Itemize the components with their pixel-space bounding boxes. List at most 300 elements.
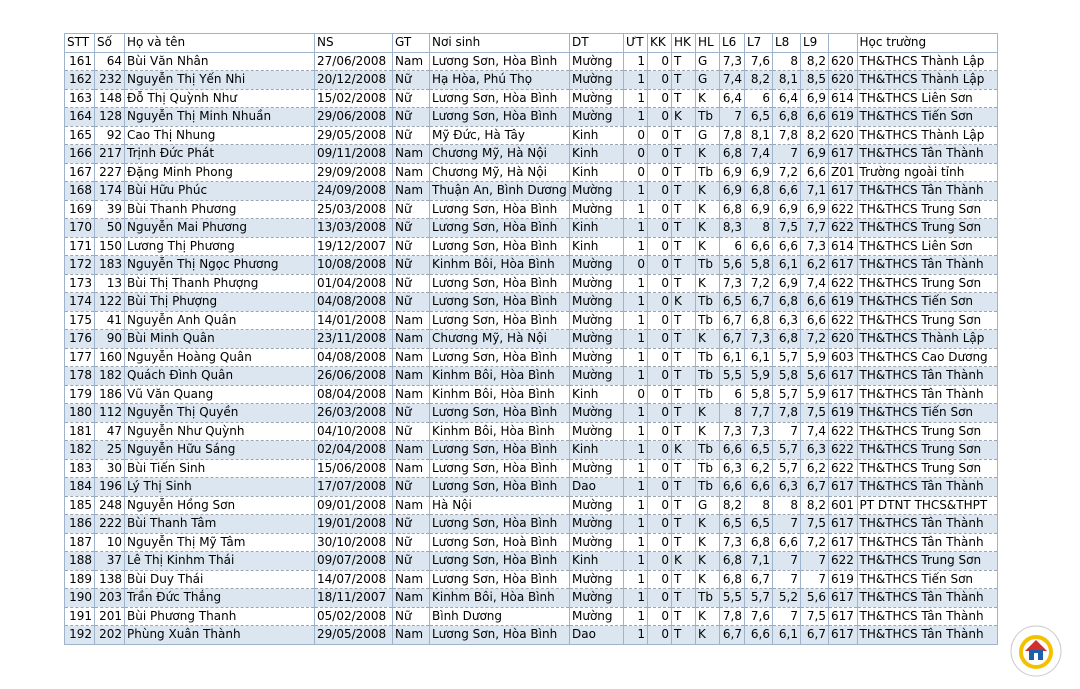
cell-birthplace: Lương Sơn, Hòa Bình — [430, 552, 570, 571]
table-row — [65, 145, 998, 164]
cell-code: 622 — [829, 422, 858, 441]
cell-name: Bùi Duy Thái — [125, 570, 315, 589]
cell-ut: 0 — [624, 145, 648, 164]
cell-stt: 172 — [65, 256, 95, 275]
cell-school: TH&THCS Liên Sơn — [857, 237, 997, 256]
cell-ut: 1 — [624, 533, 648, 552]
cell-so: 30 — [95, 459, 125, 478]
cell-l6: 5,5 — [720, 589, 745, 608]
cell-stt: 161 — [65, 52, 95, 71]
cell-l9: 5,6 — [801, 367, 829, 386]
cell-code: 617 — [829, 182, 858, 201]
cell-kk: 0 — [648, 515, 672, 534]
cell-stt: 163 — [65, 89, 95, 108]
cell-stt: 174 — [65, 293, 95, 312]
cell-school: TH&THCS Trung Sơn — [857, 200, 997, 219]
cell-stt: 186 — [65, 515, 95, 534]
cell-ns: 04/08/2008 — [315, 348, 393, 367]
cell-l7: 6,2 — [745, 459, 773, 478]
cell-l6: 6,5 — [720, 293, 745, 312]
cell-school: TH&THCS Liên Sơn — [857, 89, 997, 108]
cell-code: 620 — [829, 330, 858, 349]
cell-l7: 6,8 — [745, 182, 773, 201]
cell-gt: Nam — [393, 367, 430, 386]
cell-hk: T — [672, 52, 696, 71]
cell-ns: 14/07/2008 — [315, 570, 393, 589]
cell-school: TH&THCS Tân Thành — [857, 367, 997, 386]
cell-school: TH&THCS Thành Lập — [857, 71, 997, 90]
cell-ns: 15/02/2008 — [315, 89, 393, 108]
cell-code: 622 — [829, 200, 858, 219]
cell-ns: 29/05/2008 — [315, 626, 393, 645]
cell-ns: 29/05/2008 — [315, 126, 393, 145]
cell-birthplace: Chương Mỹ, Hà Nội — [430, 330, 570, 349]
cell-l9: 6,6 — [801, 311, 829, 330]
cell-l6: 7,3 — [720, 52, 745, 71]
cell-l6: 6,8 — [720, 570, 745, 589]
cell-name: Trần Đức Thắng — [125, 589, 315, 608]
cell-name: Vũ Văn Quang — [125, 385, 315, 404]
cell-kk: 0 — [648, 441, 672, 460]
cell-stt: 183 — [65, 459, 95, 478]
cell-kk: 0 — [648, 145, 672, 164]
cell-hl: G — [696, 52, 720, 71]
cell-so: 128 — [95, 108, 125, 127]
cell-birthplace: Mỹ Đức, Hà Tây — [430, 126, 570, 145]
cell-ns: 29/09/2008 — [315, 163, 393, 182]
cell-l7: 8 — [745, 496, 773, 515]
cell-school: TH&THCS Tân Thành — [857, 145, 997, 164]
cell-birthplace: Lương Sơn, Hòa Bình — [430, 570, 570, 589]
cell-ut: 1 — [624, 71, 648, 90]
cell-ns: 25/03/2008 — [315, 200, 393, 219]
cell-hk: T — [672, 459, 696, 478]
cell-l7: 7,3 — [745, 422, 773, 441]
cell-kk: 0 — [648, 219, 672, 238]
cell-l7: 6,9 — [745, 200, 773, 219]
table-row — [65, 182, 998, 201]
cell-gt: Nữ — [393, 404, 430, 423]
table-row — [65, 71, 998, 90]
cell-school: TH&THCS Trung Sơn — [857, 459, 997, 478]
cell-birthplace: Lương Sơn, Hòa Bình — [430, 52, 570, 71]
cell-ut: 1 — [624, 441, 648, 460]
cell-hl: K — [696, 200, 720, 219]
cell-birthplace: Lương Sơn, Hòa Bình — [430, 478, 570, 497]
cell-l6: 7 — [720, 108, 745, 127]
cell-hk: T — [672, 274, 696, 293]
cell-dt: Kinh — [570, 163, 624, 182]
column-header-hk: HK — [672, 34, 696, 53]
cell-birthplace: Lương Sơn, Hoà Bình — [430, 533, 570, 552]
cell-ut: 1 — [624, 348, 648, 367]
cell-so: 37 — [95, 552, 125, 571]
cell-hl: Tb — [696, 311, 720, 330]
cell-birthplace: Lương Sơn, Hòa Bình — [430, 348, 570, 367]
cell-l9: 6,9 — [801, 89, 829, 108]
table-row — [65, 404, 998, 423]
cell-school: TH&THCS Trung Sơn — [857, 274, 997, 293]
column-header-code — [829, 34, 858, 53]
cell-dt: Mường — [570, 459, 624, 478]
cell-name: Nguyễn Thị Minh Nhuần — [125, 108, 315, 127]
cell-ut: 1 — [624, 311, 648, 330]
cell-l9: 7,4 — [801, 274, 829, 293]
cell-ut: 1 — [624, 626, 648, 645]
cell-dt: Kinh — [570, 145, 624, 164]
cell-code: 620 — [829, 126, 858, 145]
cell-school: TH&THCS Thành Lập — [857, 52, 997, 71]
cell-hk: T — [672, 219, 696, 238]
cell-l6: 7,3 — [720, 274, 745, 293]
cell-l7: 6,6 — [745, 237, 773, 256]
cell-gt: Nam — [393, 441, 430, 460]
cell-kk: 0 — [648, 274, 672, 293]
cell-stt: 178 — [65, 367, 95, 386]
cell-school: TH&THCS Trung Sơn — [857, 219, 997, 238]
table-row — [65, 274, 998, 293]
table-row — [65, 126, 998, 145]
cell-l6: 6,4 — [720, 89, 745, 108]
cell-ut: 0 — [624, 126, 648, 145]
table-row — [65, 441, 998, 460]
cell-gt: Nữ — [393, 71, 430, 90]
table-row — [65, 237, 998, 256]
cell-dt: Mường — [570, 348, 624, 367]
cell-l9: 6,2 — [801, 459, 829, 478]
cell-l6: 5,6 — [720, 256, 745, 275]
column-header-l8: L8 — [773, 34, 801, 53]
cell-code: 619 — [829, 570, 858, 589]
cell-hl: K — [696, 182, 720, 201]
cell-so: 202 — [95, 626, 125, 645]
cell-l8: 6,3 — [773, 311, 801, 330]
cell-school: TH&THCS Tân Thành — [857, 385, 997, 404]
cell-school: TH&THCS Tiến Sơn — [857, 570, 997, 589]
student-roster-table — [64, 33, 998, 645]
cell-ns: 19/12/2007 — [315, 237, 393, 256]
cell-name: Nguyễn Thị Quyền — [125, 404, 315, 423]
cell-dt: Mường — [570, 607, 624, 626]
cell-l6: 6,3 — [720, 459, 745, 478]
cell-hl: K — [696, 89, 720, 108]
cell-dt: Mường — [570, 89, 624, 108]
cell-birthplace: Lương Sơn, Hòa Bình — [430, 89, 570, 108]
cell-l9: 5,6 — [801, 589, 829, 608]
cell-gt: Nam — [393, 145, 430, 164]
cell-stt: 188 — [65, 552, 95, 571]
cell-l6: 6,6 — [720, 478, 745, 497]
table-row — [65, 496, 998, 515]
cell-l8: 6,8 — [773, 330, 801, 349]
table-row — [65, 200, 998, 219]
cell-l9: 6,2 — [801, 256, 829, 275]
cell-kk: 0 — [648, 293, 672, 312]
cell-l6: 6,7 — [720, 626, 745, 645]
cell-l9: 7,2 — [801, 533, 829, 552]
cell-stt: 164 — [65, 108, 95, 127]
cell-l8: 6,9 — [773, 200, 801, 219]
cell-hl: Tb — [696, 256, 720, 275]
cell-code: 617 — [829, 385, 858, 404]
cell-kk: 0 — [648, 552, 672, 571]
cell-ut: 1 — [624, 404, 648, 423]
cell-name: Lương Thị Phương — [125, 237, 315, 256]
cell-school: TH&THCS Cao Dương — [857, 348, 997, 367]
cell-hk: T — [672, 237, 696, 256]
cell-kk: 0 — [648, 367, 672, 386]
cell-hk: K — [672, 108, 696, 127]
cell-name: Nguyễn Thị Ngọc Phương — [125, 256, 315, 275]
cell-code: 617 — [829, 256, 858, 275]
cell-name: Nguyễn Hồng Sơn — [125, 496, 315, 515]
cell-l8: 6,4 — [773, 89, 801, 108]
cell-code: 617 — [829, 145, 858, 164]
cell-ut: 1 — [624, 274, 648, 293]
cell-school: TH&THCS Tân Thành — [857, 256, 997, 275]
cell-l7: 8 — [745, 219, 773, 238]
cell-gt: Nam — [393, 496, 430, 515]
cell-l7: 7,7 — [745, 404, 773, 423]
cell-gt: Nam — [393, 626, 430, 645]
cell-dt: Kinh — [570, 552, 624, 571]
cell-code: 617 — [829, 478, 858, 497]
cell-hk: T — [672, 422, 696, 441]
cell-gt: Nữ — [393, 422, 430, 441]
cell-so: 174 — [95, 182, 125, 201]
cell-hk: T — [672, 385, 696, 404]
cell-l6: 6,8 — [720, 145, 745, 164]
cell-stt: 162 — [65, 71, 95, 90]
cell-dt: Kinh — [570, 385, 624, 404]
cell-kk: 0 — [648, 459, 672, 478]
cell-dt: Mường — [570, 515, 624, 534]
cell-name: Bùi Tiến Sinh — [125, 459, 315, 478]
cell-hl: Tb — [696, 589, 720, 608]
cell-ut: 1 — [624, 52, 648, 71]
cell-gt: Nam — [393, 52, 430, 71]
cell-code: 614 — [829, 237, 858, 256]
column-header-ut: ƯT — [624, 34, 648, 53]
cell-kk: 0 — [648, 570, 672, 589]
table-row — [65, 348, 998, 367]
cell-code: 622 — [829, 552, 858, 571]
cell-ns: 02/04/2008 — [315, 441, 393, 460]
cell-l9: 7,5 — [801, 515, 829, 534]
cell-birthplace: Lương Sơn, Hòa Bình — [430, 626, 570, 645]
cell-l7: 7,3 — [745, 330, 773, 349]
cell-birthplace: Kinhm Bôi, Hòa Bình — [430, 367, 570, 386]
cell-school: TH&THCS Tiến Sơn — [857, 293, 997, 312]
table-row — [65, 293, 998, 312]
cell-ns: 20/12/2008 — [315, 71, 393, 90]
cell-l9: 7,1 — [801, 182, 829, 201]
cell-kk: 0 — [648, 496, 672, 515]
cell-stt: 190 — [65, 589, 95, 608]
cell-ns: 09/01/2008 — [315, 496, 393, 515]
cell-gt: Nữ — [393, 108, 430, 127]
cell-l8: 6,8 — [773, 108, 801, 127]
cell-ns: 17/07/2008 — [315, 478, 393, 497]
cell-kk: 0 — [648, 200, 672, 219]
cell-l6: 5,5 — [720, 367, 745, 386]
cell-kk: 0 — [648, 330, 672, 349]
cell-so: 150 — [95, 237, 125, 256]
cell-stt: 192 — [65, 626, 95, 645]
cell-l8: 7 — [773, 552, 801, 571]
cell-l9: 7,4 — [801, 422, 829, 441]
cell-l7: 6,5 — [745, 108, 773, 127]
column-header-gt: GT — [393, 34, 430, 53]
cell-name: Nguyễn Mai Phương — [125, 219, 315, 238]
cell-l9: 8,2 — [801, 52, 829, 71]
cell-dt: Mường — [570, 71, 624, 90]
cell-dt: Dao — [570, 626, 624, 645]
cell-l7: 6,8 — [745, 311, 773, 330]
cell-gt: Nam — [393, 459, 430, 478]
cell-kk: 0 — [648, 256, 672, 275]
cell-hk: T — [672, 330, 696, 349]
table-row — [65, 459, 998, 478]
cell-kk: 0 — [648, 71, 672, 90]
cell-code: 620 — [829, 71, 858, 90]
cell-ut: 1 — [624, 89, 648, 108]
cell-code: 617 — [829, 626, 858, 645]
cell-gt: Nam — [393, 570, 430, 589]
school-emblem-logo — [1010, 625, 1062, 677]
table-body — [65, 52, 998, 644]
cell-l6: 6,9 — [720, 182, 745, 201]
cell-code: 622 — [829, 311, 858, 330]
cell-code: 622 — [829, 219, 858, 238]
cell-l7: 6,5 — [745, 441, 773, 460]
cell-birthplace: Lương Sơn, Hòa Bình — [430, 311, 570, 330]
cell-birthplace: Lương Sơn, Hòa Bình — [430, 293, 570, 312]
cell-l7: 6,8 — [745, 533, 773, 552]
cell-so: 25 — [95, 441, 125, 460]
cell-birthplace: Lương Sơn, Hòa Bình — [430, 404, 570, 423]
cell-hk: T — [672, 515, 696, 534]
table-row — [65, 163, 998, 182]
cell-name: Bùi Hữu Phúc — [125, 182, 315, 201]
cell-hk: T — [672, 311, 696, 330]
cell-name: Bùi Văn Nhân — [125, 52, 315, 71]
cell-dt: Mường — [570, 274, 624, 293]
cell-school: TH&THCS Tiến Sơn — [857, 404, 997, 423]
cell-ns: 24/09/2008 — [315, 182, 393, 201]
table-row — [65, 311, 998, 330]
cell-dt: Mường — [570, 256, 624, 275]
cell-l9: 8,2 — [801, 496, 829, 515]
cell-l8: 5,7 — [773, 441, 801, 460]
cell-hl: Tb — [696, 459, 720, 478]
cell-gt: Nam — [393, 182, 430, 201]
cell-so: 203 — [95, 589, 125, 608]
cell-ut: 1 — [624, 589, 648, 608]
cell-code: 614 — [829, 89, 858, 108]
cell-hl: Tb — [696, 108, 720, 127]
cell-hk: T — [672, 71, 696, 90]
cell-dt: Mường — [570, 108, 624, 127]
cell-hl: Tb — [696, 385, 720, 404]
cell-hl: K — [696, 607, 720, 626]
cell-hl: K — [696, 515, 720, 534]
cell-stt: 179 — [65, 385, 95, 404]
table-row — [65, 422, 998, 441]
cell-birthplace: Kinhm Bôi, Hòa Bình — [430, 256, 570, 275]
cell-hk: T — [672, 182, 696, 201]
cell-ut: 1 — [624, 459, 648, 478]
cell-kk: 0 — [648, 607, 672, 626]
cell-birthplace: Lương Sơn, Hòa Bình — [430, 108, 570, 127]
cell-code: 622 — [829, 459, 858, 478]
cell-ut: 1 — [624, 293, 648, 312]
cell-so: 186 — [95, 385, 125, 404]
cell-gt: Nữ — [393, 478, 430, 497]
cell-l6: 7,8 — [720, 126, 745, 145]
cell-l9: 6,9 — [801, 145, 829, 164]
cell-hl: K — [696, 145, 720, 164]
table-row — [65, 256, 998, 275]
cell-dt: Kinh — [570, 441, 624, 460]
cell-l8: 7,5 — [773, 219, 801, 238]
cell-l8: 5,7 — [773, 385, 801, 404]
cell-l6: 6,8 — [720, 200, 745, 219]
cell-birthplace: Chương Mỹ, Hà Nội — [430, 163, 570, 182]
cell-l9: 8,5 — [801, 71, 829, 90]
cell-kk: 0 — [648, 626, 672, 645]
column-header-so: Số — [95, 34, 125, 53]
cell-code: 619 — [829, 404, 858, 423]
cell-l8: 8 — [773, 496, 801, 515]
cell-name: Nguyễn Hoàng Quân — [125, 348, 315, 367]
cell-l8: 6,1 — [773, 256, 801, 275]
cell-so: 232 — [95, 71, 125, 90]
cell-l7: 7,6 — [745, 52, 773, 71]
cell-so: 196 — [95, 478, 125, 497]
cell-ns: 26/06/2008 — [315, 367, 393, 386]
cell-l8: 7 — [773, 607, 801, 626]
cell-ns: 26/03/2008 — [315, 404, 393, 423]
cell-name: Đỗ Thị Quỳnh Như — [125, 89, 315, 108]
cell-school: TH&THCS Thành Lập — [857, 126, 997, 145]
cell-ns: 27/06/2008 — [315, 52, 393, 71]
cell-ut: 1 — [624, 182, 648, 201]
cell-stt: 165 — [65, 126, 95, 145]
cell-ut: 0 — [624, 163, 648, 182]
cell-so: 92 — [95, 126, 125, 145]
cell-school: TH&THCS Tân Thành — [857, 533, 997, 552]
cell-hl: K — [696, 404, 720, 423]
cell-ut: 1 — [624, 108, 648, 127]
cell-gt: Nam — [393, 589, 430, 608]
cell-l9: 5,9 — [801, 348, 829, 367]
cell-l9: 7 — [801, 552, 829, 571]
cell-birthplace: Hà Nội — [430, 496, 570, 515]
cell-code: 617 — [829, 589, 858, 608]
cell-school: TH&THCS Tân Thành — [857, 182, 997, 201]
cell-name: Trịnh Đức Phát — [125, 145, 315, 164]
cell-l7: 5,9 — [745, 367, 773, 386]
cell-code: 601 — [829, 496, 858, 515]
cell-l7: 7,6 — [745, 607, 773, 626]
cell-ns: 15/06/2008 — [315, 459, 393, 478]
cell-stt: 191 — [65, 607, 95, 626]
cell-ut: 1 — [624, 570, 648, 589]
cell-l7: 6,7 — [745, 570, 773, 589]
cell-ns: 01/04/2008 — [315, 274, 393, 293]
cell-so: 90 — [95, 330, 125, 349]
